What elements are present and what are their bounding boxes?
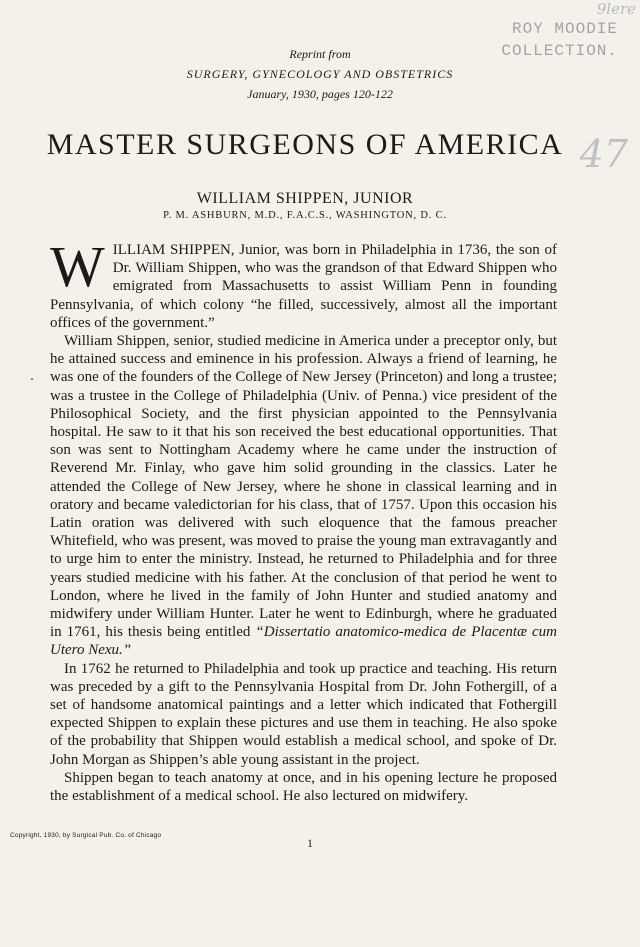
drop-cap: W — [50, 234, 105, 299]
reprint-notice — [0, 44, 640, 104]
page-number: 1 — [307, 836, 313, 850]
reprint-line: Reprint from — [289, 47, 351, 61]
article-body — [50, 234, 557, 805]
copyright-notice: Copyright, 1930, by Surgical Pub. Co. of Chicago — [10, 832, 162, 839]
stamp-line-1: ROY MOODIE — [511, 20, 618, 38]
article-subject: WILLIAM SHIPPEN, JUNIOR — [196, 190, 414, 207]
margin-handwriting: 9lere — [596, 0, 636, 18]
article-series-title: MASTER SURGEONS OF AMERICA — [46, 128, 564, 161]
paragraph-3: In 1762 he returned to Philadelphia and took up practice and teaching. His return was preceded by a gift to the Pennsylvania Hospital from Dr. John Fothergill, of a set of handsome anatomical paintings and a letter which indicated that Fothergill expected Shippen to explain these pictures and use them in teaching. He also spoke of the probability that Shippen would establish a medical school, and spoke of Dr. John Morgan as Shippen’s able young assistant in the project. — [50, 660, 557, 768]
paragraph-4: Shippen began to teach anatomy at once, and in his opening lecture he proposed the establishment of a medical school. He also lectured on midwifery. — [50, 769, 557, 805]
paragraph-2-text: William Shippen, senior, studied medicine in America under a preceptor only, but he attained success and eminence in his profession. Always a friend of learning, he was one of the founders of the College of New Jersey (Princeton) and long a trustee; was a trustee in the College of Philadelphia (Univ. of Penna.) vice president of the Philosophical Society, and the first physician appointed to the Pennsylvania hospital. He saw to it that his son received the best educational opportunities. That son was sent to Nottingham Academy where he came under the instruction of Reverend Mr. Finlay, who gave him solid grounding in the classics. Later he attended the College of New Jersey, where he shone in classical learning and in oratory and became valedictorian for his class, that of 1757. Upon this occasion his Latin oration was delivered with such eloquence that the famous preacher Whitefield, who was present, was moved to praise the young man extravagantly and to urge him to enter the ministry. Instead, he returned to Philadelphia and for three years studied medicine with his father. At the conclusion of that period he went to London, where he lived in the family of John Hunter and studied anatomy and midwifery under William Hunter. Later he went to Edinburgh, where he graduated in 1761, his thesis being entitled — [50, 333, 557, 641]
reprint-date: January, 1930, pages 120-122 — [247, 87, 393, 101]
paragraph-1 — [50, 234, 557, 332]
paragraph-1-text: ILLIAM SHIPPEN, Junior, was born in Philadelphia in 1736, the son of Dr. William Shippen, who was the grandson of that Edward Shippen who emigrated from Massachusetts to assist William Penn in founding Pennsylvania, of which colony “he filled, successively, almost all the important offices of the government.” — [50, 242, 557, 331]
thesis-title: “Dissertatio anatomico-medica de Placentæ cum Utero Nexu.” — [50, 624, 557, 659]
article-author: P. M. ASHBURN, M.D., F.A.C.S., WASHINGTON, D. C. — [163, 210, 447, 221]
speck — [31, 378, 33, 380]
paragraph-2 — [50, 332, 557, 660]
margin-handwriting-side: 47 — [579, 132, 628, 176]
stamp-line-2: COLLECTION. — [501, 42, 618, 60]
journal-name: SURGERY, GYNECOLOGY AND OBSTETRICS — [186, 67, 454, 81]
